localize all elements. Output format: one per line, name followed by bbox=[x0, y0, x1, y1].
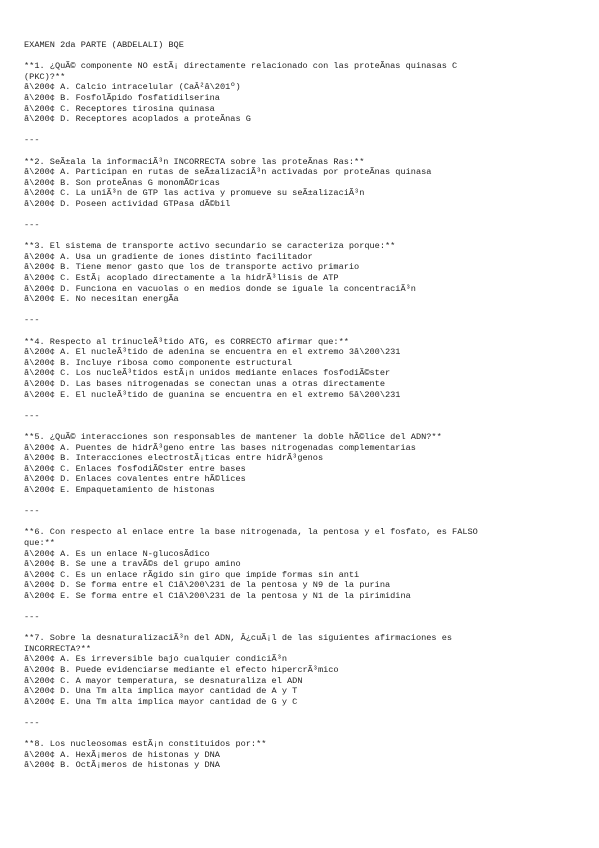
section-separator: --- bbox=[24, 135, 40, 146]
answer-option: â\200¢ D. Poseen actividad GTPasa dÃ©bil bbox=[24, 198, 231, 209]
answer-option: â\200¢ A. Es irreversible bajo cualquier condiciÃ³n bbox=[24, 654, 288, 665]
question-stem: INCORRECTA?** bbox=[24, 643, 92, 654]
answer-option: â\200¢ A. Es un enlace N-glucosÃdico bbox=[24, 548, 210, 559]
exam-title: EXAMEN 2da PARTE (ABDELALI) BQE bbox=[24, 40, 184, 50]
answer-option: â\200¢ E. Una Tm alta implica mayor cantidad de G y C bbox=[24, 696, 298, 707]
answer-option: â\200¢ B. Son proteÃnas G monomÃ©ricas bbox=[24, 177, 220, 188]
question-block bbox=[24, 241, 599, 305]
question-stem: **3. El sistema de transporte activo secundario se caracteriza porque:** bbox=[24, 241, 396, 252]
answer-option: â\200¢ D. Enlaces covalentes entre hÃ©lices bbox=[24, 474, 246, 485]
answer-option: â\200¢ C. Los nucleÃ³tidos estÃ¡n unidos mediante enlaces fosfodiÃ©ster bbox=[24, 368, 391, 379]
answer-option: â\200¢ B. OctÃ¡meros de histonas y DNA bbox=[24, 760, 220, 771]
answer-option: â\200¢ A. El nucleÃ³tido de adenina se encuentra en el extremo 3â\200\231 bbox=[24, 347, 401, 358]
section-separator: --- bbox=[24, 506, 40, 517]
question-stem: **6. Con respecto al enlace entre la base nitrogenada, la pentosa y el fosfato, es FALSO bbox=[24, 527, 478, 538]
answer-option: â\200¢ E. Empaquetamiento de histonas bbox=[24, 484, 215, 495]
question-stem: (PKC)?** bbox=[24, 71, 66, 82]
section-separator: --- bbox=[24, 612, 40, 623]
answer-option: â\200¢ E. El nucleÃ³tido de guanina se encuentra en el extremo 5â\200\231 bbox=[24, 389, 401, 400]
question-stem: que:** bbox=[24, 537, 55, 548]
question-stem: **1. ¿QuÃ© componente NO estÃ¡ directamente relacionado con las proteÃnas quinasas C bbox=[24, 61, 458, 72]
answer-option: â\200¢ C. La uniÃ³n de GTP las activa y promueve su seÃ±alizaciÃ³n bbox=[24, 188, 365, 199]
answer-option: â\200¢ C. Enlaces fosfodiÃ©ster entre bases bbox=[24, 463, 246, 474]
question-stem: **2. SeÃ±ala la informaciÃ³n INCORRECTA sobre las proteÃnas Ras:** bbox=[24, 156, 365, 167]
answer-option: â\200¢ D. Una Tm alta implica mayor cantidad de A y T bbox=[24, 686, 298, 697]
answer-option: â\200¢ C. Es un enlace rÃgido sin giro que impide formas sin anti bbox=[24, 569, 360, 580]
question-stem: **8. Los nucleosomas estÃ¡n constituidos por:** bbox=[24, 739, 267, 750]
answer-option: â\200¢ B. FosfolÃpido fosfatidilserina bbox=[24, 92, 220, 103]
answer-option: â\200¢ E. No necesitan energÃa bbox=[24, 294, 179, 305]
answer-option: â\200¢ A. Participan en rutas de seÃ±alizaciÃ³n activadas por proteÃnas quinasa bbox=[24, 167, 432, 178]
question-block bbox=[24, 739, 599, 771]
section-separator: --- bbox=[24, 410, 40, 421]
answer-option: â\200¢ E. Se forma entre el C1â\200\231 de la pentosa y N1 de la pirimidina bbox=[24, 590, 411, 601]
answer-option: â\200¢ B. Puede evidenciarse mediante el efecto hipercrÃ³mico bbox=[24, 665, 339, 676]
question-stem: **4. Respecto al trinucleÃ³tido ATG, es CORRECTO afirmar que:** bbox=[24, 336, 349, 347]
answer-option: â\200¢ A. HexÃ¡meros de histonas y DNA bbox=[24, 749, 220, 760]
answer-option: â\200¢ D. Receptores acoplados a proteÃnas G bbox=[24, 114, 251, 125]
question-block bbox=[24, 337, 599, 401]
question-stem: **5. ¿QuÃ© interacciones son responsables de mantener la doble hÃ©lice del ADN?** bbox=[24, 431, 442, 442]
answer-option: â\200¢ B. Incluye ribosa como componente estructural bbox=[24, 357, 293, 368]
question-block bbox=[24, 157, 599, 210]
answer-option: â\200¢ C. EstÃ¡ acoplado directamente a la hidrÃ³lisis de ATP bbox=[24, 273, 339, 284]
answer-option: â\200¢ B. Interacciones electrostÃ¡ticas entre hidrÃ³genos bbox=[24, 453, 324, 464]
question-list bbox=[24, 61, 599, 771]
section-separator: --- bbox=[24, 220, 40, 231]
answer-option: â\200¢ A. Puentes de hidrÃ³geno entre las bases nitrogenadas complementarias bbox=[24, 442, 416, 453]
answer-option: â\200¢ C. A mayor temperatura, se desnaturaliza el ADN bbox=[24, 675, 303, 686]
answer-option: â\200¢ B. Se une a travÃ©s del grupo amino bbox=[24, 559, 241, 570]
answer-option: â\200¢ A. Usa un gradiente de iones distinto facilitador bbox=[24, 251, 313, 262]
question-block bbox=[24, 527, 599, 601]
answer-option: â\200¢ A. Calcio intracelular (CaÂ²â\201º) bbox=[24, 82, 241, 93]
question-stem: **7. Sobre la desnaturalizaciÃ³n del ADN, Â¿cuÃ¡l de las siguientes afirmaciones es bbox=[24, 633, 453, 644]
section-separator: --- bbox=[24, 718, 40, 728]
question-block bbox=[24, 61, 599, 125]
section-separator: --- bbox=[24, 315, 40, 326]
answer-option: â\200¢ D. Funciona en vacuolas o en medios donde se iguale la concentraciÃ³n bbox=[24, 283, 416, 294]
answer-option: â\200¢ B. Tiene menor gasto que los de transporte activo primario bbox=[24, 262, 360, 273]
answer-option: â\200¢ D. Las bases nitrogenadas se conectan unas a otras directamente bbox=[24, 379, 385, 389]
question-block bbox=[24, 633, 599, 707]
question-block bbox=[24, 432, 599, 496]
answer-option: â\200¢ D. Se forma entre el C1â\200\231 de la pentosa y N9 de la purina bbox=[24, 580, 391, 591]
answer-option: â\200¢ C. Receptores tirosina quinasa bbox=[24, 103, 215, 114]
